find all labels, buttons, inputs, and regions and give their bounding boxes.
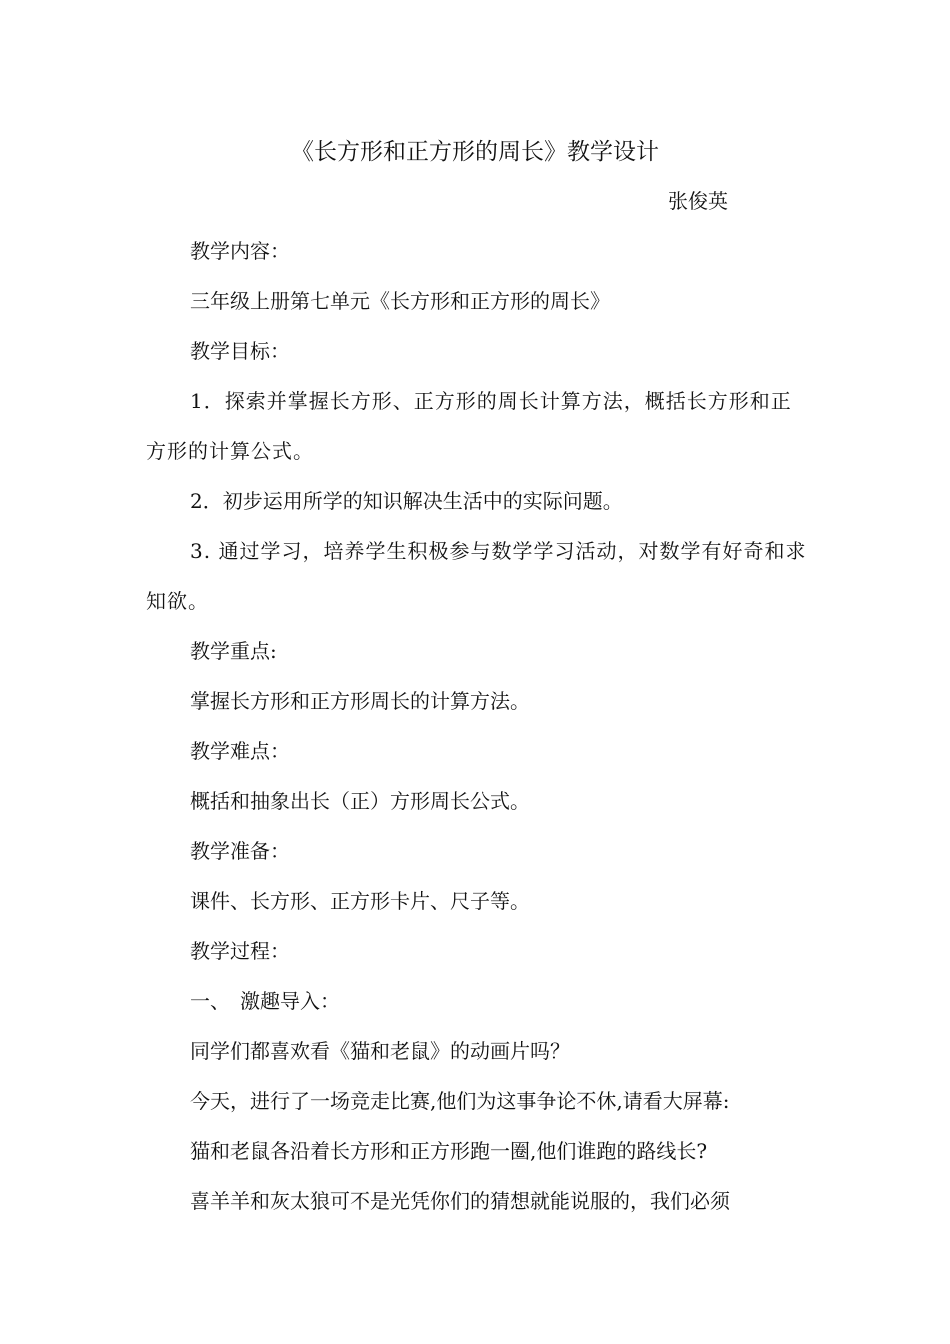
paragraph-goal-3: 3. 通过学习，培养学生积极参与数学学习活动，对数学有好奇和求知欲。 [146,539,807,613]
heading-process: 教学过程： [190,939,290,963]
heading-teaching-goals: 教学目标： [190,339,290,363]
paragraph: 概括和抽象出长（正）方形周长公式。 [190,789,530,813]
paragraph: 掌握长方形和正方形周长的计算方法。 [190,689,530,713]
paragraph: 今天，进行了一场竞走比赛,他们为这事争论不休,请看大屏幕: [190,1089,730,1113]
document-title: 《长方形和正方形的周长》教学设计 [291,139,659,165]
paragraph-goal-1: 1．探索并掌握长方形、正方形的周长计算方法，概括长方形和正方形的计算公式。 [146,389,792,463]
heading-teaching-content: 教学内容： [190,239,290,263]
section-heading-intro: 一、 激趣导入： [190,989,340,1013]
paragraph: 三年级上册第七单元《长方形和正方形的周长》 [190,289,610,313]
heading-key-points: 教学重点: [190,639,277,663]
author-name: 张俊英 [668,189,728,213]
heading-difficulties: 教学难点： [190,739,290,763]
paragraph-goal-2: 2．初步运用所学的知识解决生活中的实际问题。 [190,489,623,513]
paragraph: 课件、长方形、正方形卡片、尺子等。 [190,889,530,913]
paragraph: 猫和老鼠各沿着长方形和正方形跑一圈,他们谁跑的路线长? [190,1139,708,1163]
paragraph: 同学们都喜欢看《猫和老鼠》的动画片吗？ [190,1039,570,1063]
paragraph: 喜羊羊和灰太狼可不是光凭你们的猜想就能说服的，我们必须 [190,1189,730,1213]
heading-preparation: 教学准备： [190,839,290,863]
